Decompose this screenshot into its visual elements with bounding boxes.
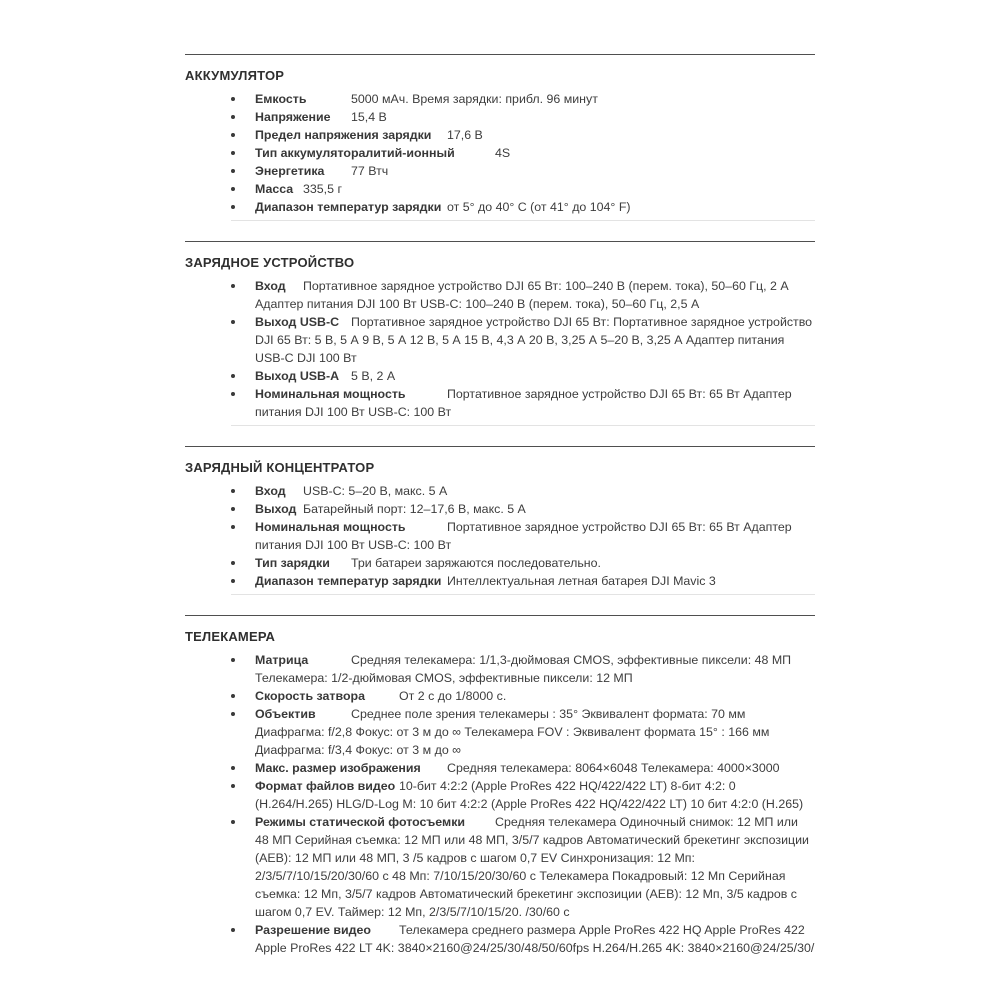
spec-value: 335,5 г	[303, 182, 342, 196]
spec-value: Портативное зарядное устройство DJI 65 Вт: Портативное зарядное устройство DJI 65 Вт: 5 В, 5 А 9 В, 5 А 12 В, 5 А 15 В, 4,3 А 20 В, 3,25 А 5–20 В, 3,25 А Адаптер питания USB-C DJI 100 Вт	[255, 315, 813, 365]
tab-gap	[324, 174, 351, 175]
bullet-marker	[231, 820, 235, 824]
bullet-marker	[231, 561, 235, 565]
spec-value: 15,4 В	[351, 110, 387, 124]
spec-item	[185, 108, 815, 126]
bullet-marker	[231, 169, 235, 173]
tab-gap	[316, 717, 351, 718]
spec-document-page	[185, 0, 815, 957]
spec-label: Вход	[255, 484, 286, 498]
spec-item	[185, 162, 815, 180]
section-bottom-rule	[231, 220, 815, 221]
bullet-marker	[231, 115, 235, 119]
bullet-marker	[231, 284, 235, 288]
spec-label: Предел напряжения зарядки	[255, 128, 432, 142]
bullet-marker	[231, 579, 235, 583]
spec-label: Выход USB-C	[255, 315, 340, 329]
spec-item	[185, 777, 815, 813]
bullet-marker	[231, 187, 235, 191]
spec-label: Тип зарядки	[255, 556, 330, 570]
spec-label: Скорость затвора	[255, 689, 365, 703]
spec-item	[185, 313, 815, 367]
tab-gap	[339, 325, 351, 326]
section-bottom-rule	[231, 594, 815, 595]
spec-label: Объектив	[255, 707, 316, 721]
spec-value: Средняя телекамера: 1/1,3-дюймовая CMOS, эффективные пиксели: 48 МП Телекамера: 1/2-дюймовая CMOS, эффективные пиксели: 12 МП	[255, 653, 792, 685]
section-title-charger: ЗАРЯДНОЕ УСТРОЙСТВО	[185, 255, 355, 270]
bullet-marker	[231, 151, 235, 155]
spec-list-camera	[185, 651, 815, 957]
spec-label: Формат файлов видео	[255, 779, 396, 793]
spec-item	[185, 759, 815, 777]
spec-label: Номинальная мощность	[255, 387, 406, 401]
spec-value: 5 В, 2 А	[351, 369, 396, 383]
section-bottom-rule	[231, 425, 815, 426]
section-title-charging-hub: ЗАРЯДНЫЙ КОНЦЕНТРАТОР	[185, 460, 375, 475]
tab-gap	[406, 530, 447, 531]
spec-item	[185, 554, 815, 572]
spec-value: 10-бит 4:2:2 (Apple ProRes 422 HQ/422/422 LT) 8-бит 4:2: 0 (H.264/H.265) HLG/D-Log M: 10 бит 4:2:2 (Apple ProRes 422 HQ/422/422 LT) 10 бит 4:2:0 (H.265)	[255, 779, 804, 811]
tab-gap	[286, 494, 303, 495]
spec-label: Диапазон температур зарядки	[255, 200, 442, 214]
section-divider-rule	[185, 615, 815, 616]
spec-label: Емкость	[255, 92, 307, 106]
spec-value: от 5° до 40° C (от 41° до 104° F)	[447, 200, 631, 214]
tab-gap	[293, 192, 303, 193]
spec-item	[185, 518, 815, 554]
spec-value: USB-C: 5–20 В, макс. 5 А	[303, 484, 448, 498]
spec-item	[185, 482, 815, 500]
spec-value: Телекамера среднего размера Apple ProRes 422 HQ Apple ProRes 422 Apple ProRes 422 LT 4K: 3840×2160@24/25/30/48/50/60fps H.264/H.265 4K: 3840×2160@24/25/30/	[255, 923, 815, 955]
tab-gap	[296, 512, 303, 513]
spec-label: Выход	[255, 502, 297, 516]
spec-item	[185, 921, 815, 957]
spec-item	[185, 651, 815, 687]
tab-gap	[455, 156, 495, 157]
bullet-marker	[231, 766, 235, 770]
section-battery	[185, 54, 815, 221]
spec-label: Номинальная мощность	[255, 520, 406, 534]
section-title-battery: АККУМУЛЯТОР	[185, 68, 285, 83]
bullet-marker	[231, 712, 235, 716]
spec-value: Три батареи заряжаются последовательно.	[351, 556, 601, 570]
section-divider-rule	[185, 54, 815, 55]
section-title-camera: ТЕЛЕКАМЕРА	[185, 629, 276, 644]
spec-value: Средняя телекамера: 8064×6048 Телекамера: 4000×3000	[447, 761, 780, 775]
tab-gap	[330, 120, 351, 121]
spec-value: Интеллектуальная летная батарея DJI Mavic 3	[447, 574, 716, 588]
tab-gap	[465, 825, 495, 826]
spec-item	[185, 385, 815, 421]
tab-gap	[308, 663, 351, 664]
bullet-marker	[231, 97, 235, 101]
spec-list-charging-hub	[185, 482, 815, 590]
bullet-marker	[231, 784, 235, 788]
spec-label: Энергетика	[255, 164, 325, 178]
spec-value: Портативное зарядное устройство DJI 65 Вт: 65 Вт Адаптер питания DJI 100 Вт USB-C: 100 Вт	[255, 520, 792, 552]
spec-list-battery	[185, 90, 815, 216]
section-charger	[185, 241, 815, 426]
section-camera	[185, 615, 815, 957]
bullet-marker	[231, 205, 235, 209]
spec-item	[185, 687, 815, 705]
tab-gap	[406, 397, 447, 398]
spec-item	[185, 90, 815, 108]
spec-item	[185, 180, 815, 198]
spec-item	[185, 705, 815, 759]
spec-label: Масса	[255, 182, 294, 196]
spec-label: Матрица	[255, 653, 309, 667]
spec-item	[185, 198, 815, 216]
bullet-marker	[231, 928, 235, 932]
tab-gap	[339, 379, 351, 380]
spec-value: Портативное зарядное устройство DJI 65 Вт: 100–240 В (перем. тока), 50–60 Гц, 2 А Адаптер питания DJI 100 Вт USB-C: 100–240 В (перем. тока), 50–60 Гц, 2,5 А	[255, 279, 789, 311]
tab-gap	[330, 566, 351, 567]
spec-value: Среднее поле зрения телекамеры : 35° Эквивалент формата: 70 мм Диафрагма: f/2,8 Фокус: от 3 м до ∞ Телекамера FOV : Эквивалент формата 15° : 166 мм Диафрагма: f/3,4 Фокус: от 3 м до ∞	[255, 707, 770, 757]
bullet-marker	[231, 489, 235, 493]
spec-value: Портативное зарядное устройство DJI 65 Вт: 65 Вт Адаптер питания DJI 100 Вт USB-C: 100 Вт	[255, 387, 792, 419]
spec-label: Тип аккумуляторалитий-ионный	[255, 146, 455, 160]
spec-value: 77 Втч	[351, 164, 389, 178]
bullet-marker	[231, 507, 235, 511]
spec-label: Разрешение видео	[255, 923, 371, 937]
section-charging-hub	[185, 446, 815, 595]
spec-value: Батарейный порт: 12–17,6 В, макс. 5 А	[303, 502, 526, 516]
spec-item	[185, 572, 815, 590]
bullet-marker	[231, 320, 235, 324]
spec-label: Выход USB-A	[255, 369, 340, 383]
spec-label: Макс. размер изображения	[255, 761, 421, 775]
tab-gap	[286, 289, 303, 290]
spec-label: Вход	[255, 279, 286, 293]
spec-label: Напряжение	[255, 110, 331, 124]
spec-value: 17,6 В	[447, 128, 483, 142]
bullet-marker	[231, 392, 235, 396]
spec-label: Режимы статической фотосъемки	[255, 815, 466, 829]
tab-gap	[306, 102, 351, 103]
spec-label: Диапазон температур зарядки	[255, 574, 442, 588]
tab-gap	[365, 699, 399, 700]
bullet-marker	[231, 694, 235, 698]
spec-list-charger	[185, 277, 815, 421]
spec-item	[185, 367, 815, 385]
spec-item	[185, 813, 815, 921]
spec-item	[185, 126, 815, 144]
bullet-marker	[231, 525, 235, 529]
bullet-marker	[231, 374, 235, 378]
spec-item	[185, 500, 815, 518]
spec-value: 4S	[495, 146, 511, 160]
section-divider-rule	[185, 241, 815, 242]
spec-value: Средняя телекамера Одиночный снимок: 12 МП или 48 МП Серийная съемка: 12 МП или 48 МП, 3/5/7 кадров Автоматический брекетинг экспозиции (AEB): 12 МП или 48 МП, 3 /5 кадров с шагом 0,7 EV Синхронизация: 12 Мп: 2/3/5/7/10/15/20/30/60 с 48 Мп: 7/10/15/20/30/60 с Телекамера Покадровый: 12 Мп Серийная съемка: 12 Мп, 3/5/7 кадров Автоматический брекетинг экспозиции (AEB): 12 Мп, 3/5 кадров с шагом 0,7 EV. Таймер: 12 Мп, 2/3/5/7/10/15/20. /30/60 с	[255, 815, 809, 919]
bullet-marker	[231, 133, 235, 137]
spec-item	[185, 277, 815, 313]
spec-value: 5000 мАч. Время зарядки: прибл. 96 минут	[351, 92, 598, 106]
tab-gap	[371, 933, 399, 934]
tab-gap	[431, 138, 447, 139]
bullet-marker	[231, 658, 235, 662]
spec-item	[185, 144, 815, 162]
section-divider-rule	[185, 446, 815, 447]
spec-value: От 2 с до 1/8000 с.	[399, 689, 507, 703]
tab-gap	[421, 771, 447, 772]
